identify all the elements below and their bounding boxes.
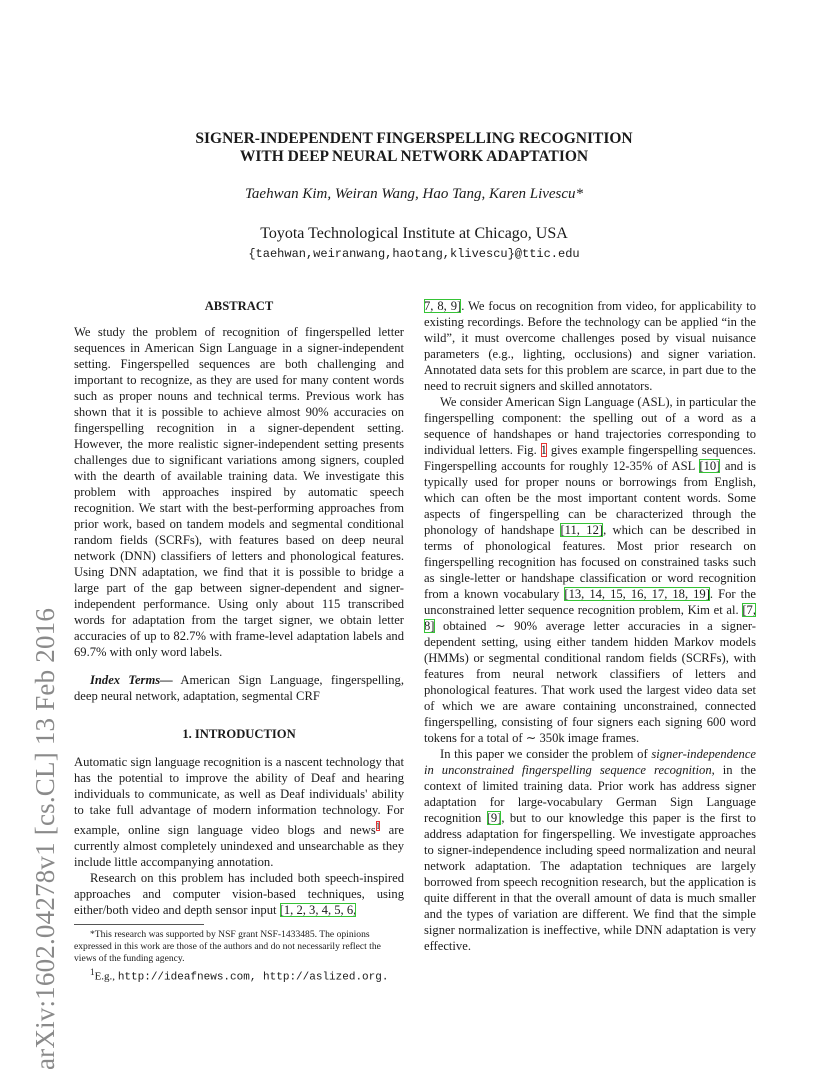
- citation-link[interactable]: [13, 14, 15, 16, 17, 18, 19]: [564, 587, 710, 601]
- footnote-1-mark: 1: [90, 967, 95, 977]
- right-p2-text-b: gives example fingerspelling sequences. Fingerspelling accounts for roughly 12-35% of ASL: [424, 443, 756, 473]
- abstract-heading: ABSTRACT: [204, 299, 274, 313]
- footnote-1-link[interactable]: 1: [375, 821, 381, 831]
- title-line-2: WITH DEEP NEURAL NETWORK ADAPTATION: [239, 148, 589, 165]
- introduction-heading: 1. INTRODUCTION: [182, 727, 296, 741]
- index-terms-label: Index Terms—: [90, 673, 173, 687]
- right-paragraph-3: [424, 746, 756, 954]
- footnotes: [74, 924, 404, 985]
- index-terms: [74, 672, 404, 704]
- affiliation: Toyota Technological Institute at Chicago, USA: [260, 225, 568, 242]
- intro-p2-text: Research on this problem has included both speech-inspired approaches and computer vision-based techniques, using either/both video and depth sensor input: [74, 871, 404, 918]
- citation-link[interactable]: [1, 2, 3, 4, 5, 6,: [279, 903, 357, 918]
- intro-paragraph-2: [74, 870, 404, 918]
- intro-p1-text-a: Automatic sign language recognition is a nascent technology that has the potential to improve the ability of Deaf and hearing individuals to communicate, as well as Deaf individuals' ability to take full advantage of modern information technology. For example, online sign language video blogs and news: [74, 755, 404, 838]
- citation-link[interactable]: [7, 8]: [424, 603, 756, 633]
- right-p2-text-e: . For the unconstrained letter sequence recognition problem, Kim et al.: [424, 587, 756, 617]
- citation-link[interactable]: [11, 12]: [560, 523, 604, 537]
- author-emails: {taehwan,weiranwang,haotang,klivescu}@ttic.edu: [248, 247, 580, 261]
- footnote-funding: *This research was supported by NSF grant NSF-1433485. The opinions expressed in this work are those of the authors and do not necessarily reflect the views of the funding agency.: [74, 929, 381, 964]
- right-column: [424, 298, 756, 954]
- figure-reference-link[interactable]: 1: [540, 443, 547, 457]
- right-p3-emphasis: signer-independence in unconstrained fingerspelling sequence recognition: [424, 747, 756, 777]
- abstract-text: We study the problem of recognition of fingerspelled letter sequences in American Sign Language in a signer-independent setting. Fingerspelled sequences are both challenging and important to recognize, as they are used for many content words such as proper nouns and technical terms. Previous work has shown that it is possible to achieve almost 90% accuracies on fingerspelling recognition in a signer-dependent setting. However, the more realistic signer-independent setting presents challenges due to significant variations among signers, coupled with the dearth of available training data. We investigate this problem with approaches inspired by automatic speech recognition. We start with the best-performing approaches from prior work, based on tandem models and segmental conditional random fields (SCRFs), with features based on deep neural network (DNN) classifiers of letters and phonological features. Using DNN adaptation, we find that it is possible to bridge a large part of the gap between signer-dependent and signer-independent performance. Using only about 115 transcribed words for adaptation from the target signer, we obtain letter accuracies of up to 82.7% with frame-level adaptation labels and 69.7% with only word labels.: [74, 325, 404, 659]
- author-list: Taehwan Kim, Weiran Wang, Hao Tang, Karen Livescu*: [244, 186, 584, 202]
- arxiv-identifier-stamp: arXiv:1602.04278v1 [cs.CL] 13 Feb 2016: [30, 607, 60, 1070]
- citation-link[interactable]: [9]: [486, 811, 502, 825]
- footnote-divider: [74, 924, 204, 925]
- right-p3-text-a: In this paper we consider the problem of: [440, 747, 652, 761]
- left-column: [74, 298, 404, 918]
- right-p2-text-f: obtained ∼ 90% average letter accuracies in a signer-dependent setting, using either tandem hidden Markov models (HMMs) or segmental conditional random fields (SCRFs), with features from neural network classifiers of letters and phonological features. That work used the largest video data set of which we are aware containing unconstrained, connected fingerspelling, consisting of four signers each signing 600 word tokens for a total of ∼ 350k image frames.: [424, 619, 756, 745]
- footnote-1: [74, 965, 404, 985]
- footnote-1-urls[interactable]: http://ideafnews.com, http://aslized.org.: [117, 971, 389, 984]
- citation-link[interactable]: 7, 8, 9]: [424, 299, 462, 313]
- intro-paragraph-1: [74, 754, 404, 870]
- paper-title: [0, 130, 828, 166]
- footnote-1-prefix: E.g.,: [94, 970, 118, 983]
- right-p3-text-b: , in the context of limited training data. Prior work has address signer adaptation for large-vocabulary German Sign Language recognition: [424, 763, 756, 825]
- right-p1-text: . We focus on recognition from video, for applicability to existing recordings. Before the technology can be applied “in the wild”, it must overcome challenges posed by visual nuisance parameters (e.g., lighting, occlusions) and signer variation. Annotated data sets for this problem are scarce, in part due to the need to recruit signers and skilled annotators.: [424, 299, 756, 393]
- right-p3-text-c: , but to our knowledge this paper is the first to address adaptation for fingerspelling. We investigate approaches to signer-independence including speed normalization and neural network adaptation. The adaptation techniques are largely borrowed from speech recognition research, but the application is quite different in that the overall amount of data is much smaller and the types of variation are different. We find that the simple signer normalization is ineffective, while DNN adaptation is very effective.: [424, 811, 756, 953]
- right-paragraph-2: [424, 394, 756, 746]
- citation-link[interactable]: [10]: [699, 459, 721, 473]
- intro-p1-text-b: are currently almost completely unindexed and unsearchable as they include little accompanying annotation.: [74, 823, 405, 870]
- right-paragraph-1: [424, 298, 756, 394]
- right-p2-text-d: , which can be described in terms of phonological features. Most prior research on fingerspelling recognition has focused on constrained tasks such as single-letter or handshape classification or word recognition from a known vocabulary: [424, 523, 756, 601]
- right-p2-text-a: We consider American Sign Language (ASL), in particular the fingerspelling component: the spelling out of a word as a sequence of handshapes or hand trajectories corresponding to individual letters. Fig.: [424, 395, 756, 457]
- right-p2-text-c: and is typically used for proper nouns or borrowings from English, which can often be the most important content words. Some aspects of fingerspelling can be characterized through the phonology of handshape: [424, 459, 756, 537]
- title-line-1: SIGNER-INDEPENDENT FINGERSPELLING RECOGNITION: [195, 130, 633, 147]
- index-terms-text: American Sign Language, fingerspelling, deep neural network, adaptation, segmental CRF: [74, 673, 404, 703]
